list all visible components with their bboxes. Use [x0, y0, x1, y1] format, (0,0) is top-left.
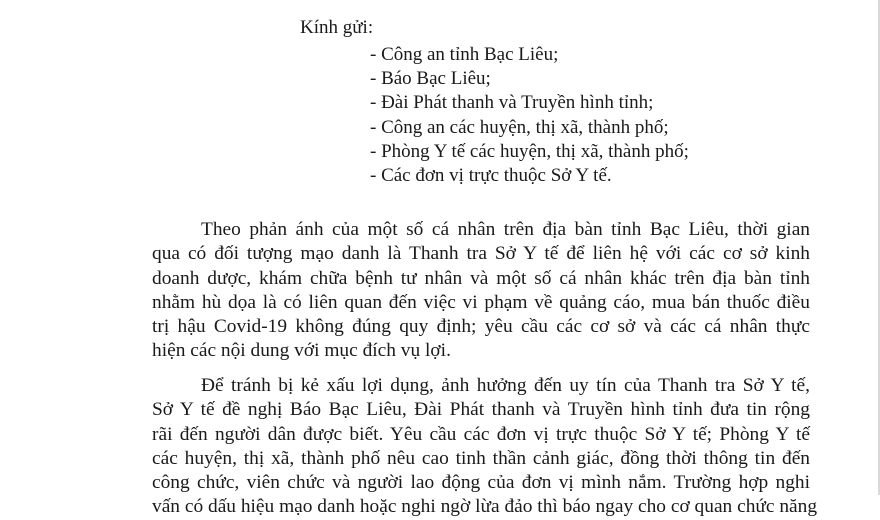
recipient-item: - Phòng Y tế các huyện, thị xã, thành phố;	[370, 140, 689, 162]
paragraph-line: vấn có dấu hiệu mạo danh hoặc nghi ngờ lừa đảo thì báo ngay cho cơ quan chức năng	[152, 496, 818, 518]
paragraph-line: rãi đến người dân được biết. Yêu cầu các đơn vị trực thuộc Sở Y tế; Phòng Y tế	[152, 423, 810, 445]
greeting-label: Kính gửi:	[300, 17, 374, 38]
paragraph-line: Sở Y tế đề nghị Báo Bạc Liêu, Đài Phát thanh và Truyền hình tỉnh đưa tin rộng	[152, 399, 810, 421]
paragraph-line: qua có đối tượng mạo danh là Thanh tra Sở Y tế để liên hệ với các cơ sở kinh	[152, 243, 810, 265]
paragraph-line: Theo phản ánh của một số cá nhân trên địa bàn tỉnh Bạc Liêu, thời gian	[201, 219, 810, 240]
recipient-item: - Các đơn vị trực thuộc Sở Y tế.	[370, 164, 612, 186]
recipient-item: - Đài Phát thanh và Truyền hình tỉnh;	[370, 92, 654, 114]
recipient-item: - Báo Bạc Liêu;	[370, 68, 491, 90]
recipient-list	[370, 43, 689, 188]
paragraph-impersonation-report	[152, 218, 810, 364]
recipient-item: - Công an tỉnh Bạc Liêu;	[370, 44, 559, 65]
paragraph-line: doanh dược, khám chữa bệnh tư nhân và một số cá nhân khác trên địa bàn tỉnh	[152, 267, 810, 289]
paragraph-line: các huyện, thị xã, thành phố nêu cao tinh thần cảnh giác, đồng thời thông tin đến	[152, 447, 810, 469]
paragraph-line: trị hậu Covid-19 không đúng quy định; yêu cầu các cơ sở và các cá nhân thực	[152, 316, 810, 338]
paragraph-line: công chức, viên chức và người lao động của đơn vị mình nắm. Trường hợp nghi	[152, 472, 810, 494]
paragraph-line: nhằm hù dọa là có liên quan đến việc vi phạm về quảng cáo, mua bán thuốc điều	[152, 291, 810, 313]
paragraph-request	[152, 374, 818, 520]
paragraph-line: hiện các nội dung với mục đích vụ lợi.	[152, 340, 451, 362]
paragraph-line: Để tránh bị kẻ xấu lợi dụng, ảnh hưởng đến uy tín của Thanh tra Sở Y tế,	[201, 375, 810, 396]
recipient-item: - Công an các huyện, thị xã, thành phố;	[370, 116, 669, 138]
